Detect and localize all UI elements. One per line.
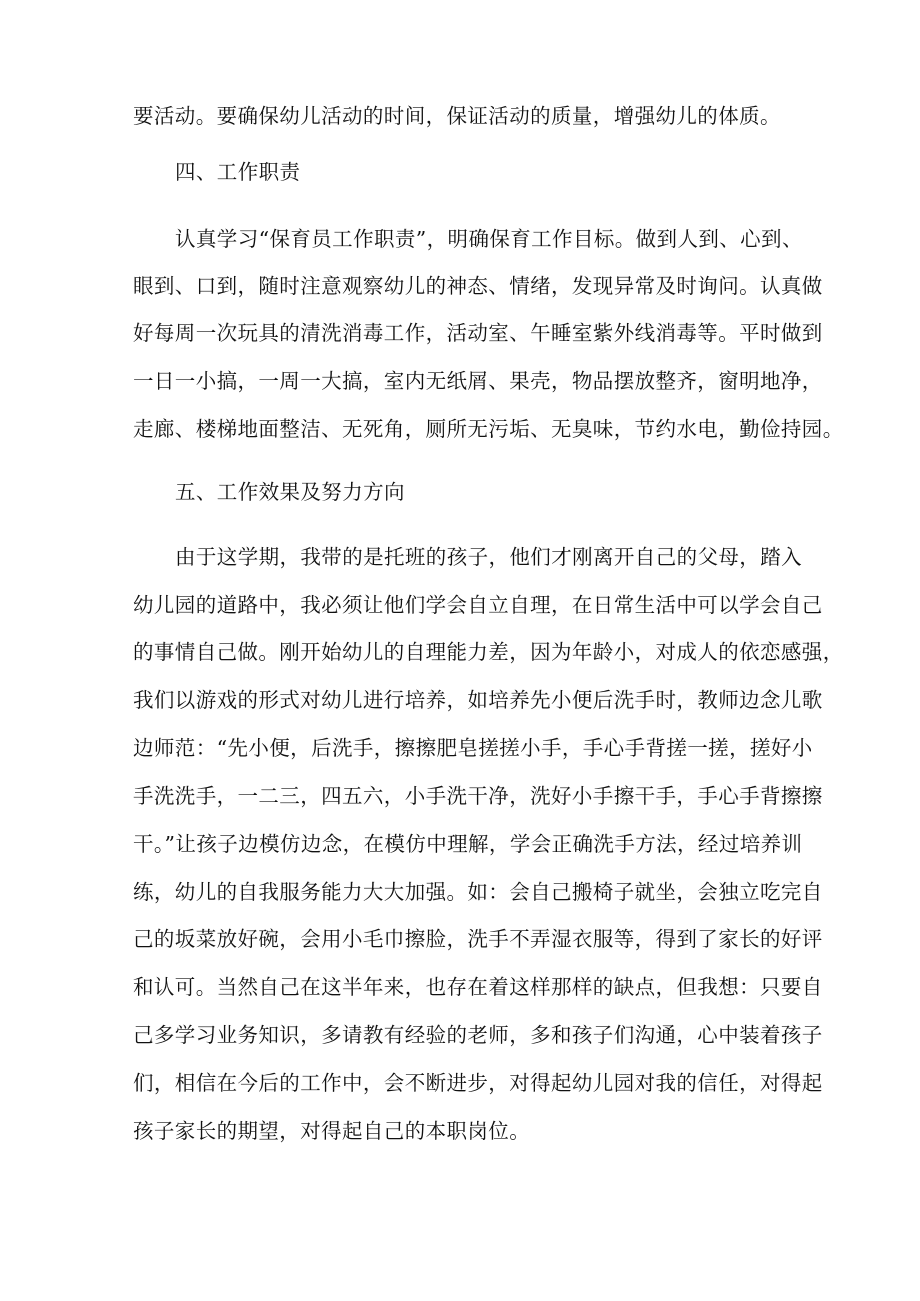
paragraph-line: 己多学习业务知识，多请教有经验的老师，多和孩子们沟通，心中装着孩子: [133, 1023, 823, 1047]
paragraph-line: 边师范：“先小便，后洗手，擦擦肥皂搓搓小手，手心手背搓一搓，搓好小: [133, 736, 813, 760]
paragraph-line: 孩子家长的期望，对得起自己的本职岗位。: [133, 1119, 531, 1143]
paragraph-line: 己的坂菜放好碗，会用小毛巾擦脸，洗手不弄湿衣服等，得到了家长的好评: [133, 927, 823, 951]
paragraph-line: 一日一小搞，一周一大搞，室内无纸屑、果壳，物品摆放整齐，窗明地净，: [133, 369, 823, 393]
paragraph-line: 手洗洗手，一二三，四五六，小手洗干净，洗好小手擦干手，手心手背擦擦: [133, 784, 823, 808]
section-heading-4: 四、工作职责: [175, 160, 301, 184]
paragraph-line: 要活动。要确保幼儿活动的时间，保证活动的质量，增强幼儿的体质。: [133, 104, 781, 128]
paragraph-line: 由于这学期，我带的是托班的孩子，他们才刚离开自己的父母，踏入: [175, 545, 802, 569]
section-heading-5: 五、工作效果及努力方向: [175, 480, 405, 504]
paragraph-line: 我们以游戏的形式对幼儿进行培养，如培养先小便后洗手时，教师边念儿歌: [133, 688, 823, 712]
paragraph-line: 好每周一次玩具的清洗消毒工作，活动室、午睡室紫外线消毒等。平时做到: [133, 321, 823, 345]
paragraph-line: 的事情自己做。刚开始幼儿的自理能力差，因为年龄小，对成人的依恋感强，: [133, 640, 844, 664]
paragraph-line: 走廊、楼梯地面整洁、无死角，厕所无污垢、无臭味，节约水电，勤俭持园。: [133, 417, 844, 441]
paragraph-line: 们，相信在今后的工作中，会不断进步，对得起幼儿园对我的信任，对得起: [133, 1071, 823, 1095]
paragraph-line: 认真学习“保育员工作职责”，明确保育工作目标。做到人到、心到、: [175, 227, 803, 251]
paragraph-line: 眼到、口到，随时注意观察幼儿的神态、情绪，发现异常及时询问。认真做: [133, 274, 823, 298]
paragraph-line: 幼儿园的道路中，我必须让他们学会自立自理，在日常生活中可以学会自己: [133, 593, 823, 617]
paragraph-line: 和认可。当然自己在这半年来，也存在着这样那样的缺点，但我想：只要自: [133, 975, 823, 999]
paragraph-line: 练，幼儿的自我服务能力大大加强。如：会自己搬椅子就坐，会独立吃完自: [133, 880, 823, 904]
paragraph-line: 干。”让孩子边模仿边念，在模仿中理解，学会正确洗手方法，经过培养训: [133, 832, 803, 856]
